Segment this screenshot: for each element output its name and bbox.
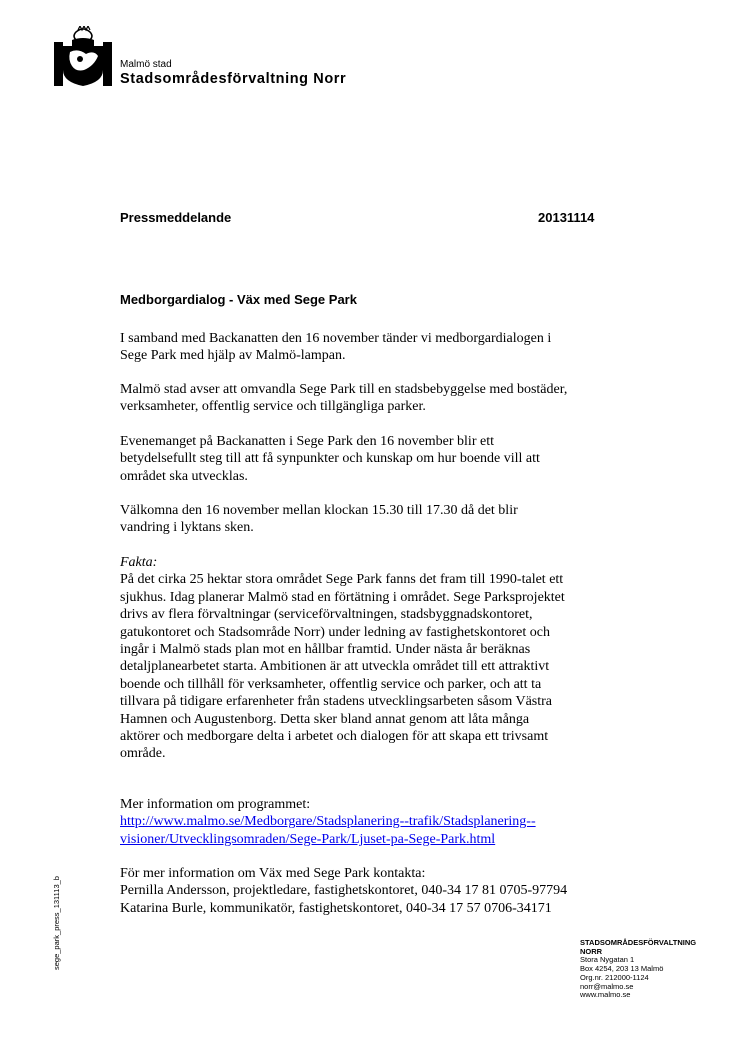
text-line: Sege Park med hjälp av Malmö-lampan. bbox=[120, 348, 346, 364]
footer-email[interactable]: norr@malmo.se bbox=[580, 981, 634, 991]
footer-street: Stora Nygatan 1 bbox=[580, 955, 635, 965]
text-line: detaljplanearbetet starta. Ambitionen är att utveckla området till ett attraktivt bbox=[120, 659, 550, 675]
org-name-title: Stadsområdesförvaltning Norr bbox=[120, 71, 347, 87]
text-line: betydelsefullt steg till att få synpunkter och kunskap om hur boende vill att bbox=[120, 451, 540, 467]
text-line: verksamheter, offentlig service och tillgängliga parker. bbox=[120, 399, 426, 415]
program-link-line-2[interactable]: visioner/Utvecklingsomraden/Sege-Park/Ljuset-pa-Sege-Park.html bbox=[120, 831, 496, 847]
footer-org-number: Org.nr. 212000-1124 bbox=[580, 972, 649, 982]
text-line: vandring i lyktans sken. bbox=[120, 520, 254, 536]
text-line: I samband med Backanatten den 16 november tänder vi medborgardialogen i bbox=[120, 331, 552, 346]
text-line: Hamnen och Augustenborg. Detta sker bland annat genom att låta många bbox=[120, 711, 530, 727]
text-line: området ska utvecklas. bbox=[120, 468, 248, 484]
text-line: aktörer och medborgare delta i arbetet och dialogen för att skapa ett trivsamt bbox=[120, 729, 549, 745]
paragraph-more-info bbox=[120, 796, 640, 848]
contact-intro: För mer information om Väx med Sege Park kontakta: bbox=[120, 866, 426, 881]
text-line: ingår i Malmö stads plan mot en hållbar framtid. Under nästa år beräknas bbox=[120, 642, 531, 658]
text-line: Välkomna den 16 november mellan klockan 15.30 till 17.30 då det blir bbox=[120, 503, 518, 518]
org-small-label: Malmö stad bbox=[120, 59, 172, 70]
paragraph-contact bbox=[120, 865, 640, 917]
text-line: Evenemanget på Backanatten i Sege Park den 16 november blir ett bbox=[120, 434, 494, 449]
text-line: sjukhus. Idag planerar Malmö stad en förtätning i området. Sege Parksprojektet bbox=[120, 589, 565, 605]
headline: Medborgardialog - Väx med Sege Park bbox=[120, 292, 357, 307]
press-release-date: 20131114 bbox=[538, 210, 595, 225]
text-line: gatukontoret och Stadsområde Norr) under ledning av fastighetskontoret och bbox=[120, 624, 550, 640]
document-code: sege_park_press_131113_b bbox=[52, 876, 61, 970]
malmo-coat-of-arms-logo bbox=[54, 26, 112, 86]
footer-org-line: NORR bbox=[580, 946, 603, 956]
text-line: På det cirka 25 hektar stora området Sege Park fanns det fram till 1990-talet ett bbox=[120, 572, 564, 588]
footer-address bbox=[580, 939, 696, 1000]
text-line: boende och tillhåll för verksamheter, offentlig service och parker, och att ta bbox=[120, 676, 542, 692]
paragraph-fakta bbox=[120, 554, 640, 763]
paragraph-welcome bbox=[120, 502, 640, 537]
footer-org-line: STADSOMRÅDESFÖRVALTNING bbox=[580, 938, 697, 947]
program-link-line-1[interactable]: http://www.malmo.se/Medborgare/Stadsplanering--trafik/Stadsplanering-- bbox=[120, 814, 536, 830]
text-line: Malmö stad avser att omvandla Sege Park till en stadsbebyggelse med bostäder, bbox=[120, 382, 568, 397]
press-release-label: Pressmeddelande bbox=[120, 210, 232, 225]
contact-person: Pernilla Andersson, projektledare, fastighetskontoret, 040-34 17 81 0705-97794 bbox=[120, 883, 568, 899]
paragraph-plan bbox=[120, 381, 640, 416]
paragraph-event bbox=[120, 433, 640, 485]
footer-box: Box 4254, 203 13 Malmö bbox=[580, 964, 664, 974]
text-line: område. bbox=[120, 746, 166, 762]
footer-website[interactable]: www.malmo.se bbox=[580, 990, 631, 1000]
fakta-label: Fakta: bbox=[120, 555, 158, 570]
more-info-label: Mer information om programmet: bbox=[120, 797, 311, 812]
paragraph-intro bbox=[120, 330, 640, 365]
text-line: tillvara på tidigare erfarenheter från stadens utvecklingsarbeten såsom Västra bbox=[120, 694, 553, 710]
text-line: drivs av flera förvaltningar (serviceförvaltningen, stadsbyggnadskontoret, bbox=[120, 607, 533, 623]
contact-person: Katarina Burle, kommunikatör, fastighetskontoret, 040-34 17 57 0706-34171 bbox=[120, 900, 552, 916]
